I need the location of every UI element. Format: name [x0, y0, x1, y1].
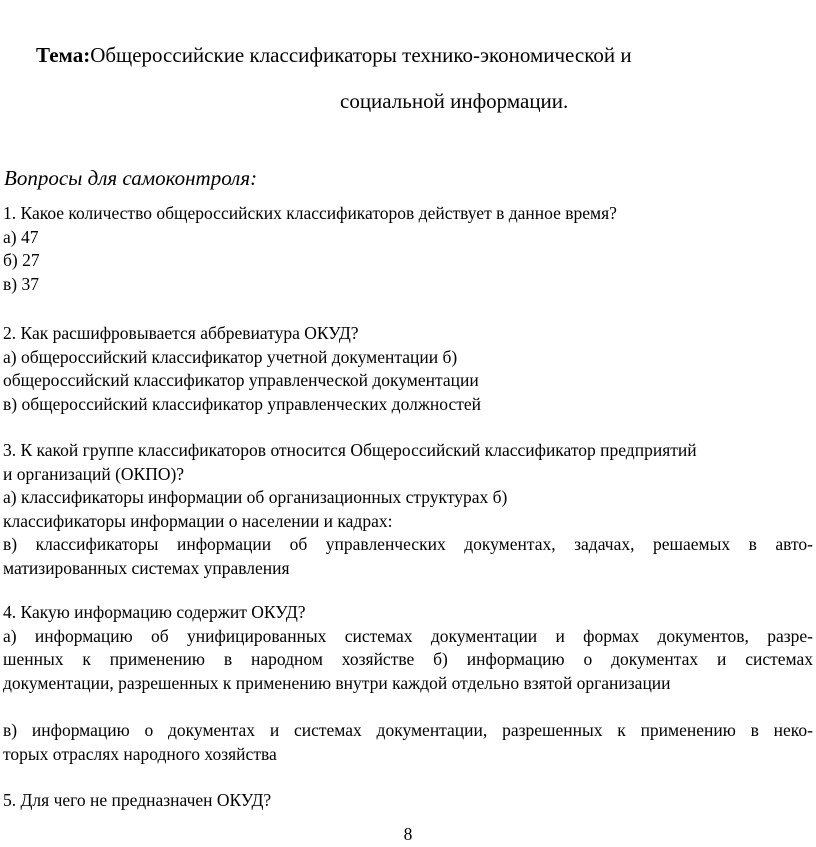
question-5 — [3, 789, 813, 813]
question-1-option-c: в) 37 — [3, 273, 39, 294]
question-4-option-c-line-2: торых отраслях народного хозяйства — [3, 743, 277, 764]
question-4-option-a-line-2: шенных к применению в народном хозяйстве б) информацию о документах и системах — [3, 649, 813, 669]
page-title — [36, 42, 632, 68]
question-5-text: 5. Для чего не предназначен ОКУД? — [3, 790, 272, 810]
question-2-text: 2. Как расшифровывается аббревиатура ОКУД? — [3, 323, 359, 343]
question-3-option-c-line-1: в) классификаторы информации об управленческих документах, задачах, решаемых в авто- — [3, 534, 813, 554]
title-text-line-1: Общероссийские классификаторы технико-экономической и — [90, 43, 632, 67]
question-4-option-b-line: документации, разрешенных к применению внутри каждой отдельно взятой организации — [3, 672, 671, 693]
question-4-option-a-line-1: а) информацию об унифицированных системах документации и формах документов, разре- — [3, 625, 813, 646]
question-1-option-b: б) 27 — [3, 250, 40, 270]
title-label: Тема: — [36, 43, 91, 67]
question-3-text-line-1: 3. К какой группе классификаторов относится Общероссийский классификатор предприятий — [3, 440, 697, 460]
question-2-option-c: в) общероссийский классификатор управленческих должностей — [3, 393, 482, 414]
question-4-option-c-line-1: в) информацию о документах и системах документации, разрешенных к применению в неко- — [3, 720, 813, 740]
question-2-option-b: общероссийский классификатор управленческой документации — [3, 370, 479, 390]
page-number: 8 — [403, 824, 413, 844]
section-heading: Вопросы для самоконтроля: — [4, 166, 258, 190]
question-3-option-b: классификаторы информации о населении и кадрах: — [3, 510, 393, 531]
question-3-option-a: а) классификаторы информации об организационных структурах б) — [3, 487, 508, 507]
question-4-continued — [3, 719, 813, 766]
question-3 — [3, 439, 813, 580]
question-3-option-c-line-2: матизированных системах управления — [3, 557, 290, 578]
question-1-option-a: а) 47 — [3, 226, 39, 247]
question-4 — [3, 601, 813, 695]
question-1 — [3, 202, 813, 296]
question-1-text: 1. Какое количество общероссийских классификаторов действует в данное время? — [3, 203, 617, 223]
question-2-option-a: а) общероссийский классификатор учетной документации б) — [3, 346, 458, 367]
question-4-text: 4. Какую информацию содержит ОКУД? — [3, 602, 306, 622]
question-3-text-line-2: и организаций (ОКПО)? — [3, 463, 185, 484]
title-text-line-2: социальной информации. — [340, 89, 569, 113]
question-2 — [3, 322, 813, 416]
